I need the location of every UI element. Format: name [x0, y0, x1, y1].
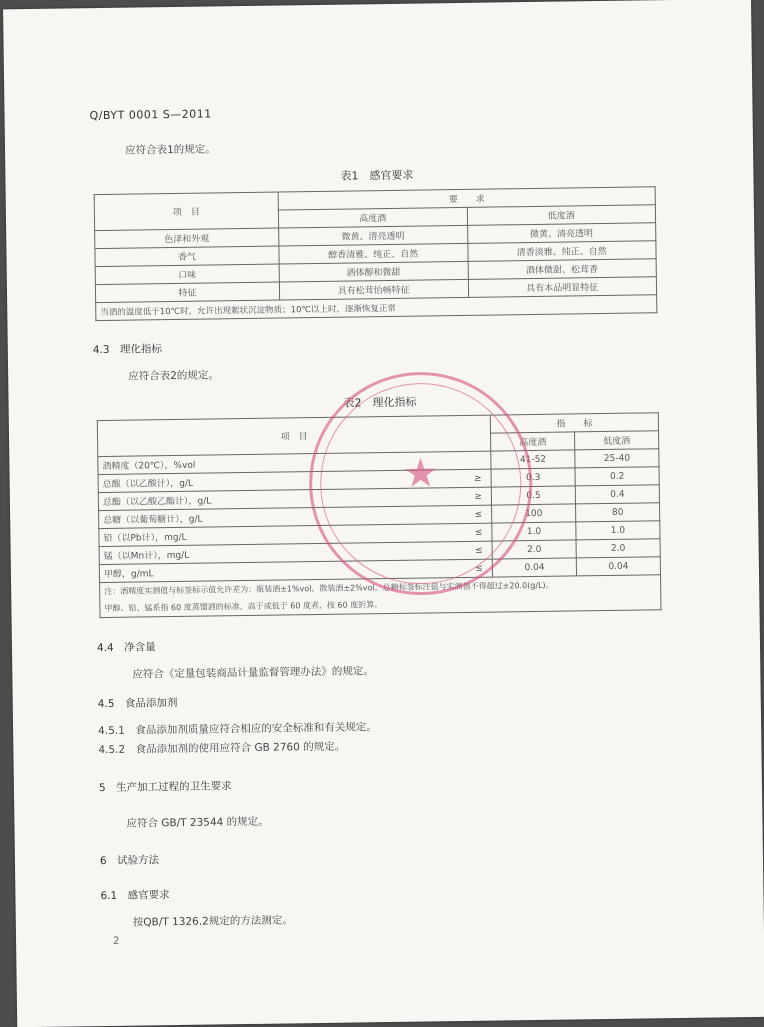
section-6-1-title: 6.1 感官要求: [100, 889, 170, 903]
section-4-5-2: 4.5.2 食品添加剂的使用应符合 GB 2760 的规定。: [98, 740, 346, 757]
cell-high: 酒体醇和微甜: [279, 261, 468, 282]
cell-low: 2.0: [576, 539, 660, 558]
cell-high: 41-52: [491, 450, 575, 469]
section-4-4-title: 4.4 净含量: [96, 641, 156, 655]
cell-sym: ≤: [466, 559, 493, 577]
cell-low: 25-40: [575, 449, 659, 468]
page-number: 2: [113, 935, 120, 947]
cell-item: 特征: [95, 282, 279, 303]
cell-high: 0.04: [493, 558, 577, 577]
svg-text:★: ★: [402, 450, 439, 497]
table1-col-low: 低度酒: [467, 205, 656, 226]
cell-item: 铅（以Pb计），mg/L: [99, 523, 466, 546]
cell-item: 口味: [95, 264, 279, 285]
standard-number: Q/BYT 0001 S—2011: [89, 107, 212, 123]
sensory-table: [94, 186, 658, 321]
cell-high: 醇香清雅、纯正、自然: [279, 243, 468, 264]
cell-item: 酒精度（20℃），%vol: [98, 451, 465, 474]
section-5-title: 5 生产加工过程的卫生要求: [98, 780, 232, 795]
cell-sym: ≥: [465, 469, 492, 487]
section-6-title: 6 试验方法: [99, 854, 160, 868]
cell-high: 2.0: [492, 540, 576, 559]
cell-low: 0.2: [575, 467, 659, 486]
table2-caption: 表2 理化指标: [343, 395, 417, 410]
cell-item: 总酯（以乙酸乙酯计），g/L: [98, 487, 465, 510]
table2-col-high: 高度酒: [491, 432, 575, 451]
cell-high: 0.5: [492, 486, 576, 505]
cell-high: 1.0: [492, 522, 576, 541]
cell-high: 具有松茸怡畅特征: [279, 279, 468, 300]
table1-note: 当酒的温度低于10℃时，允许出现絮状沉淀物质；10℃以上时，逐渐恢复正常: [96, 295, 657, 321]
cell-low: 酒体微甜、松茸香: [468, 259, 657, 280]
section-4-5-1: 4.5.1 食品添加剂质量应符合相应的安全标准和有关规定。: [98, 721, 377, 738]
cell-item: 总糖（以葡萄糖计），g/L: [99, 505, 466, 528]
cell-high: 微黄、清亮透明: [279, 225, 468, 246]
cell-high: 100: [492, 504, 576, 523]
cell-item: 总酸（以乙酸计），g/L: [98, 469, 465, 492]
intro-text: 应符合表1的规定。: [124, 143, 216, 157]
cell-item: 香气: [95, 246, 279, 267]
table1-req-header: 要 求: [278, 187, 655, 210]
table2-idx-header: 指 标: [491, 413, 659, 433]
cell-item: 锰（以Mn计），mg/L: [99, 541, 466, 564]
cell-low: 0.4: [575, 485, 659, 504]
cell-sym: ≥: [465, 487, 492, 505]
official-seal: [304, 367, 537, 600]
cell-low: 80: [576, 503, 660, 522]
section-4-4-text: 应符合《定量包装商品计量监督管理办法》的规定。: [132, 665, 374, 681]
section-5-text: 应符合 GB/T 23544 的规定。: [126, 815, 269, 830]
section-4-3-text: 应符合表2的规定。: [128, 369, 219, 383]
cell-sym: ≤: [466, 541, 493, 559]
cell-low: 具有本品明显特征: [468, 277, 657, 298]
section-4-3-title: 4.3 理化指标: [92, 343, 163, 357]
document-page: [3, 0, 764, 1027]
table2-item-header: 项 目: [97, 415, 491, 456]
cell-low: 1.0: [576, 521, 660, 540]
cell-low: 清香淡雅、纯正、自然: [467, 241, 656, 262]
table1-caption: 表1 感官要求: [340, 168, 414, 183]
table2-note-1: 注：酒精度实测值与标签标示值允许差为：瓶装酒±1%vol，散装酒±2%vol。总糖标签标注值与实测值不得超过±20.0(g/L)。: [100, 575, 661, 600]
cell-low: 0.04: [576, 557, 660, 576]
table2-note-2: 甲醇、铅、锰系指 60 度蒸馏酒的标准，高于或低于 60 度者，按 60 度折算。: [100, 592, 661, 617]
section-6-1-text: 按QB/T 1326.2规定的方法测定。: [132, 914, 293, 929]
cell-sym: ≤: [466, 523, 493, 541]
section-4-5-title: 4.5 食品添加剂: [97, 696, 178, 711]
cell-high: 0.3: [491, 468, 575, 487]
table1-col-high: 高度酒: [278, 207, 467, 228]
cell-item: 甲醇，g/mL: [99, 559, 466, 582]
cell-sym: ≤: [465, 505, 492, 523]
cell-item: 色泽和外观: [95, 228, 279, 249]
table1-item-header: 项 目: [94, 192, 278, 231]
table2-col-low: 低度酒: [575, 431, 659, 450]
cell-low: 微黄、清亮透明: [467, 223, 656, 244]
